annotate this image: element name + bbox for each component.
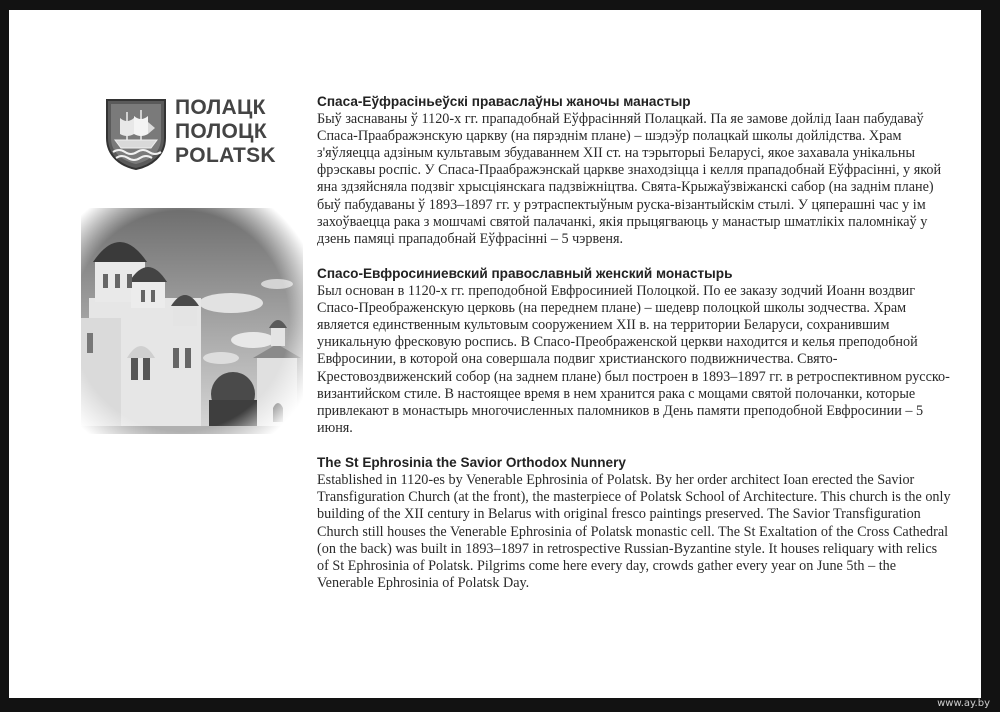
section-belarusian (317, 93, 951, 248)
section-title: Спаса-Еўфрасіньеўскі праваслаўны жаночы манастыр (317, 94, 691, 109)
section-english (317, 454, 951, 592)
city-name-belarusian: ПОЛАЦК (175, 96, 266, 119)
section-body: Established in 1120-es by Venerable Ephrosinia of Polatsk. By her order architect Ioan erected the Savior Transfiguration Church (at the front), the masterpiece of Polatsk School of Architecture. This church is the only building of the XII century in Belarus with original fresco paintings preserved. The Savior Transfiguration Church still houses the Venerable Ephrosinia of Polatsk monastic cell. The St Exaltation of the Cross Cathedral (on the back) was built in 1893–1897 in retrospective Russian-Byzantine style. It houses reliquary with relics of St Ephrosinia of Polatsk. Pilgrims come here every day, crowds gather every year on June 5th – the Venerable Ephrosinia of Polatsk Day. (317, 471, 951, 592)
city-logo (105, 98, 285, 174)
section-title: The St Ephrosinia the Savior Orthodox Nunnery (317, 455, 626, 471)
city-name-russian: ПОЛОЦК (175, 120, 267, 143)
section-russian (317, 265, 951, 437)
section-title: Спасо-Евфросиниевский православный женский монастырь (317, 266, 733, 282)
city-name-english: POLATSK (175, 144, 276, 167)
city-names (175, 96, 276, 168)
postcard-back (9, 10, 981, 698)
church-photo-icon (81, 208, 303, 434)
section-body: Был основан в 1120-х гг. преподобной Евфросинией Полоцкой. По ее заказу зодчий Иоанн воздвиг Спасо-Преображенскую церковь (на переднем плане) – шедевр полоцкой школы зодчества. Храм является единственным культовым сооружением XII в. на территории Беларуси, сохранившим уникальную фресковую роспись. В Спасо-Преображенской церкви находится и келья преподобной Евфросинии, в которой она совершала подвиг христианского подвижничества. Свято-Крестовоздвиженский собор (на заднем плане) был построен в 1893–1897 гг. в ретроспективном русско-византийском стиле. В настоящее время в нем хранится рака с мощами святой полочанки, которые привлекают в монастырь многочисленных паломников в День памяти преподобной Евфросинии – 5 июня. (317, 282, 950, 437)
watermark: www.ay.by (937, 698, 990, 709)
description-text (317, 93, 951, 609)
section-body: Быў заснаваны ў 1120-х гг. прападобнай Еўфрасінняй Полацкай. Па яе замове дойлід Іаан пабудаваў Спаса-Праабражэнскую царкву (на пярэднім плане) – шэдэўр полацкай школы дойлідства. Храм з'яўляецца адзіным культавым збудаваннем XII ст. на тэрыторыі Беларусі, якое захавала унікальны фрэскавы роспіс. У Спаса-Праабражэнскай царкве знаходзіцца і келля прападобнай Еўфрасінні, у якой яна здзяйсняла подзвіг хрысціянскага падзвіжніцтва. Свята-Крыжаўзвіжанскі сабор (на заднім плане) быў пабудаваны ў 1893–1897 гг. у рэтраспектыўным руска-візантыйскім стылі. У цяперашні час у ім захоўваецца рака з мошчамі святой палачанкі, якія прыцягваюць у манастыр шматлікіх паломнікаў у дзень памяці прападобнай Еўфрасінні – 5 чэрвеня. (317, 110, 942, 247)
ship-shield-icon (105, 98, 167, 170)
